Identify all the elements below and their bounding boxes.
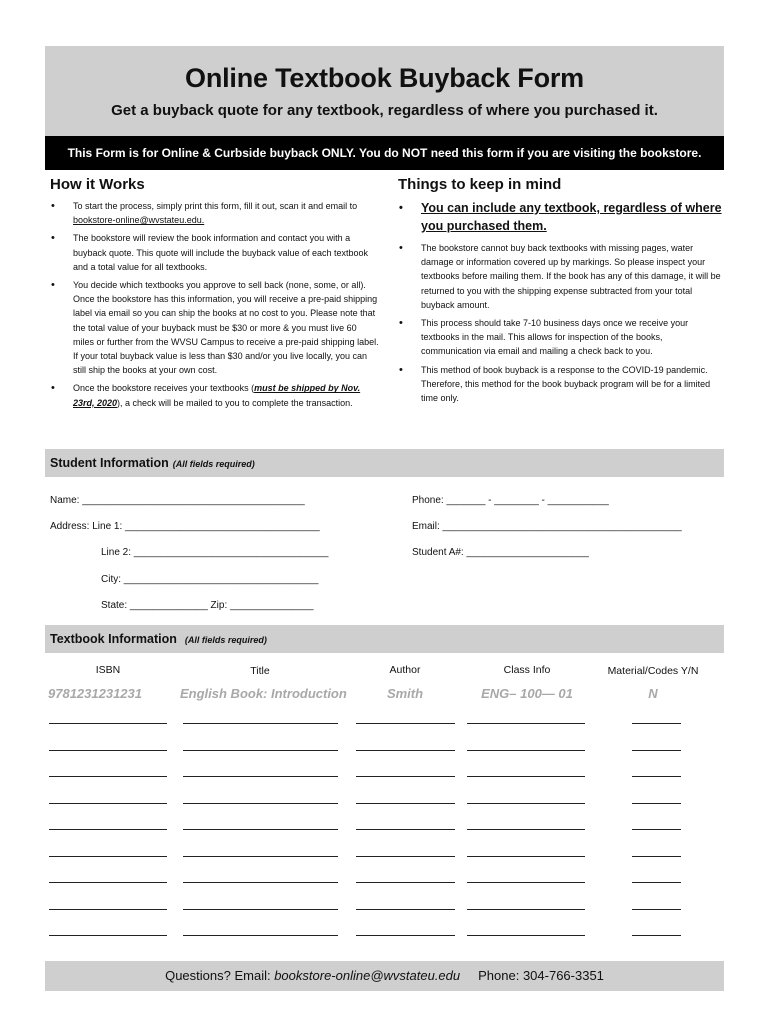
how-it-works-section — [50, 176, 380, 414]
how-it-works-step: • You decide which textbooks you approve to sell back (none, some, or all). Once the bookstore has this information, you will receive a pre-paid shipping label via email so you can ship the books at no cost to you. Please note that the total value of your buyback must be $30 or more & you must live 60 miles or further from the WVSU Campus to receive a pre-paid shipping label. If your total buyback value is less than $30 and/or you live locally, you can still ship the books at your own cost. — [50, 278, 380, 377]
textbook-entry-line[interactable] — [467, 723, 585, 724]
col-header-class: Class Info — [503, 664, 551, 676]
textbook-entry-line[interactable] — [356, 723, 455, 724]
things-item: • The bookstore cannot buy back textbooks with missing pages, water damage or information covered up by markings. So please inspect your textbooks before mailing them. If the book has any of this damage, it will be returned to you with the shipping expense subtracted from your total buyback amount. — [398, 241, 724, 312]
how-it-works-step: • To start the process, simply print this form, fill it out, scan it and email to bookstore-online@wvstateu.edu. — [50, 199, 380, 227]
textbook-entry-line[interactable] — [356, 909, 455, 910]
form-subtitle: Get a buyback quote for any textbook, regardless of where you purchased it. — [111, 102, 658, 119]
name-field[interactable]: Name: ________________________________________ — [50, 495, 305, 506]
textbook-entry-line[interactable] — [183, 935, 338, 936]
textbook-entry-line[interactable] — [356, 935, 455, 936]
textbook-info-bar — [45, 625, 724, 653]
student-info-note: (All fields required) — [172, 459, 255, 469]
textbook-entry-line[interactable] — [632, 776, 681, 777]
how-it-works-step: • The bookstore will review the book information and contact you with a buyback quote. This quote will include the buyback value of each textbook and a total value for all textbooks. — [50, 231, 380, 274]
textbook-entry-line[interactable] — [632, 803, 681, 804]
student-id-field[interactable]: Student A#: ______________________ — [412, 547, 589, 558]
textbook-entry-line[interactable] — [356, 829, 455, 830]
email-field[interactable]: Email: ___________________________________________ — [412, 521, 682, 532]
textbook-entry-line[interactable] — [632, 856, 681, 857]
contact-phone: Phone: 304-766-3351 — [478, 968, 604, 983]
textbook-entry-line[interactable] — [467, 909, 585, 910]
sample-material: N — [648, 686, 658, 701]
textbook-entry-line[interactable] — [49, 935, 167, 936]
col-header-title: Title — [250, 665, 270, 677]
textbook-entry-line[interactable] — [183, 750, 338, 751]
textbook-entry-line[interactable] — [467, 882, 585, 883]
form-title: Online Textbook Buyback Form — [185, 63, 584, 93]
city-field[interactable]: City: ___________________________________ — [101, 574, 319, 585]
textbook-entry-line[interactable] — [49, 750, 167, 751]
textbook-entry-line[interactable] — [356, 856, 455, 857]
textbook-entry-line[interactable] — [183, 776, 338, 777]
textbook-entry-line[interactable] — [183, 723, 338, 724]
textbook-entry-line[interactable] — [183, 909, 338, 910]
sample-isbn: 9781231231231 — [48, 686, 142, 701]
things-item: • This process should take 7-10 business days once we receive your textbooks in the mail. This allows for inspection of the books, communication via email and mailing a check back to you. — [398, 316, 724, 359]
textbook-entry-line[interactable] — [632, 723, 681, 724]
textbook-entry-line[interactable] — [632, 882, 681, 883]
textbook-entry-line[interactable] — [183, 829, 338, 830]
notice-banner: This Form is for Online & Curbside buyback ONLY. You do NOT need this form if you are visiting the bookstore. — [45, 136, 724, 170]
things-title: Things to keep in mind — [398, 176, 562, 193]
how-it-works-title: How it Works — [50, 176, 145, 193]
textbook-entry-line[interactable] — [49, 829, 167, 830]
things-to-keep-in-mind-section — [398, 176, 724, 409]
contact-email[interactable]: bookstore-online@wvstateu.edu — [274, 968, 461, 983]
textbook-entry-line[interactable] — [467, 856, 585, 857]
textbook-entry-line[interactable] — [356, 882, 455, 883]
textbook-entry-line[interactable] — [632, 909, 681, 910]
textbook-entry-line[interactable] — [632, 750, 681, 751]
textbook-entry-line[interactable] — [632, 935, 681, 936]
textbook-entry-line[interactable] — [467, 935, 585, 936]
state-zip-field[interactable]: State: ______________ Zip: _______________ — [101, 600, 314, 611]
textbook-entry-line[interactable] — [49, 856, 167, 857]
sample-author: Smith — [386, 686, 424, 701]
textbook-entry-line[interactable] — [183, 856, 338, 857]
textbook-entry-line[interactable] — [356, 776, 455, 777]
student-info-title: Student Information — [50, 456, 169, 470]
things-item: • This method of book buyback is a response to the COVID-19 pandemic. Therefore, this method for the book buyback program will be for a limited time only. — [398, 363, 724, 406]
textbook-entry-line[interactable] — [356, 750, 455, 751]
textbook-info-note: (All fields required) — [184, 635, 267, 645]
textbook-entry-line[interactable] — [467, 829, 585, 830]
textbook-entry-line[interactable] — [356, 803, 455, 804]
student-info-bar — [45, 449, 724, 477]
address-line1-field[interactable]: Address: Line 1: ___________________________________ — [50, 521, 320, 532]
textbook-entry-line[interactable] — [467, 750, 585, 751]
col-header-material: Material/Codes Y/N — [607, 665, 699, 677]
textbook-entry-line[interactable] — [632, 829, 681, 830]
col-header-author: Author — [389, 664, 421, 676]
textbook-info-title: Textbook Information — [50, 632, 177, 646]
textbook-entry-line[interactable] — [49, 803, 167, 804]
textbook-entry-line[interactable] — [49, 723, 167, 724]
address-line2-field[interactable]: Line 2: ___________________________________ — [101, 547, 329, 558]
textbook-entry-line[interactable] — [49, 882, 167, 883]
sample-class: ENG– 100— 01 — [481, 686, 573, 701]
email-link[interactable]: bookstore-online@wvstateu.edu. — [73, 215, 205, 226]
form-header — [45, 46, 724, 136]
textbook-entry-line[interactable] — [183, 882, 338, 883]
col-header-isbn: ISBN — [95, 664, 121, 676]
ship-deadline: must be shipped by Nov. 23rd, 2020 — [73, 383, 361, 408]
sample-title: English Book: Introduction — [180, 686, 347, 701]
textbook-entry-line[interactable] — [467, 803, 585, 804]
textbook-entry-line[interactable] — [49, 909, 167, 910]
how-it-works-step: • Once the bookstore receives your textbooks (must be shipped by Nov. 23rd, 2020), a check will be mailed to you to complete the transaction. — [50, 381, 380, 409]
textbook-entry-line[interactable] — [183, 803, 338, 804]
contact-footer: Questions? Email: bookstore-online@wvstateu.edu Phone: 304-766-3351 — [45, 961, 724, 991]
textbook-entry-line[interactable] — [49, 776, 167, 777]
phone-field[interactable]: Phone: _______ - ________ - ___________ — [412, 495, 609, 506]
textbook-entry-line[interactable] — [467, 776, 585, 777]
things-item: • You can include any textbook, regardless of where you purchased them. — [398, 199, 724, 235]
